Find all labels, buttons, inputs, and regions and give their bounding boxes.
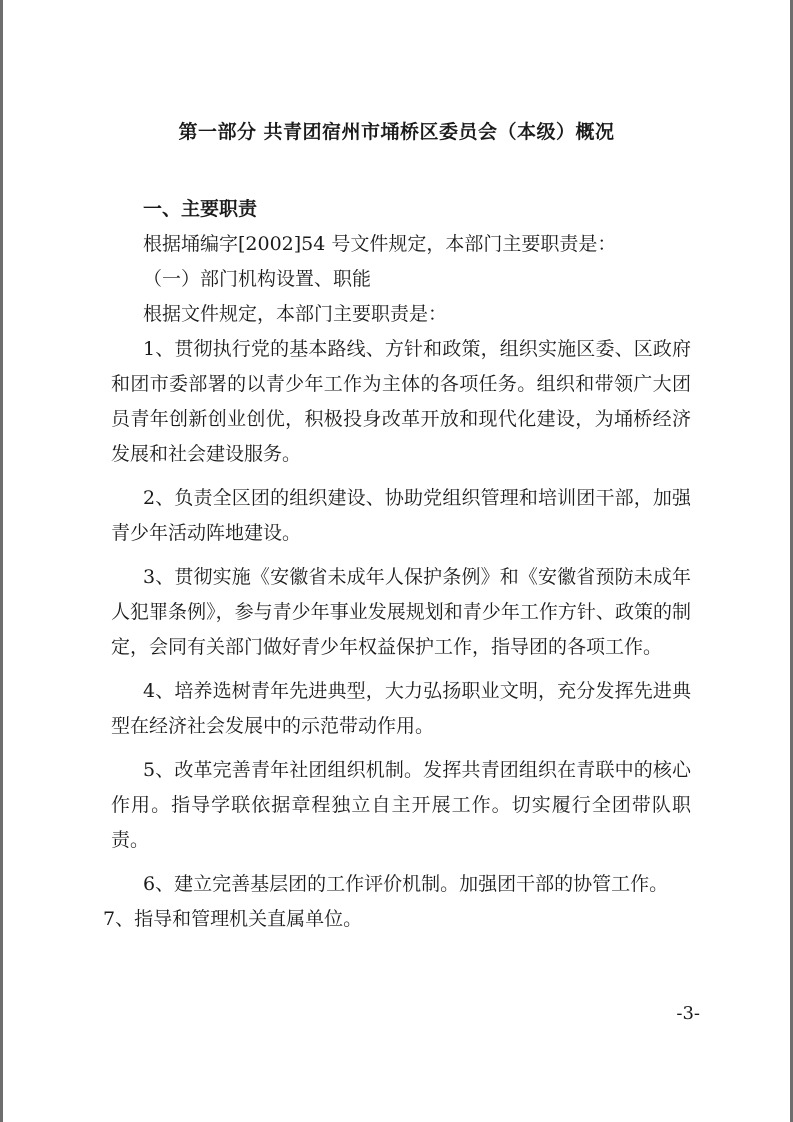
duty-item-2: 2、负责全区团的组织建设、协助党组织管理和培训团干部，加强青少年活动阵地建设。	[111, 487, 691, 544]
duty-item-3: 3、贯彻实施《安徽省未成年人保护条例》和《安徽省预防未成年人犯罪条例》，参与青少年事业发展规划和青少年工作方针、政策的制定，会同有关部门做好青少年权益保护工作，指导团的各项工作。	[111, 566, 691, 658]
section-heading: 一、主要职责	[143, 198, 258, 220]
scan-border-left	[0, 0, 3, 1122]
intro-paragraph: 根据埇编字[2002]54 号文件规定，本部门主要职责是：	[143, 233, 617, 255]
page-number: -3-	[676, 1003, 700, 1024]
duty-item-1: 1、贯彻执行党的基本路线、方针和政策，组织实施区委、区政府和团市委部署的以青少年工作为主体的各项任务。组织和带领广大团员青年创新创业创优，积极投身改革开放和现代化建设，为埇桥经济发展和社会建设服务。	[111, 338, 691, 465]
document-body	[103, 192, 691, 937]
subsection-heading: （一）部门机构设置、职能	[143, 268, 372, 290]
duty-item-7: 7、指导和管理机关直属单位。	[103, 908, 363, 930]
document-title: 第一部分 共青团宿州市埇桥区委员会（本级）概况	[178, 121, 615, 143]
duty-item-4: 4、培养选树青年先进典型，大力弘扬职业文明，充分发挥先进典型在经济社会发展中的示范带动作用。	[111, 680, 691, 737]
duty-item-6: 6、建立完善基层团的工作评价机制。加强团干部的协管工作。	[143, 873, 669, 895]
sub-intro-paragraph: 根据文件规定，本部门主要职责是：	[143, 303, 448, 325]
duty-item-5: 5、改革完善青年社团组织机制。发挥共青团组织在青联中的核心作用。指导学联依据章程独立自主开展工作。切实履行全团带队职责。	[111, 759, 691, 851]
